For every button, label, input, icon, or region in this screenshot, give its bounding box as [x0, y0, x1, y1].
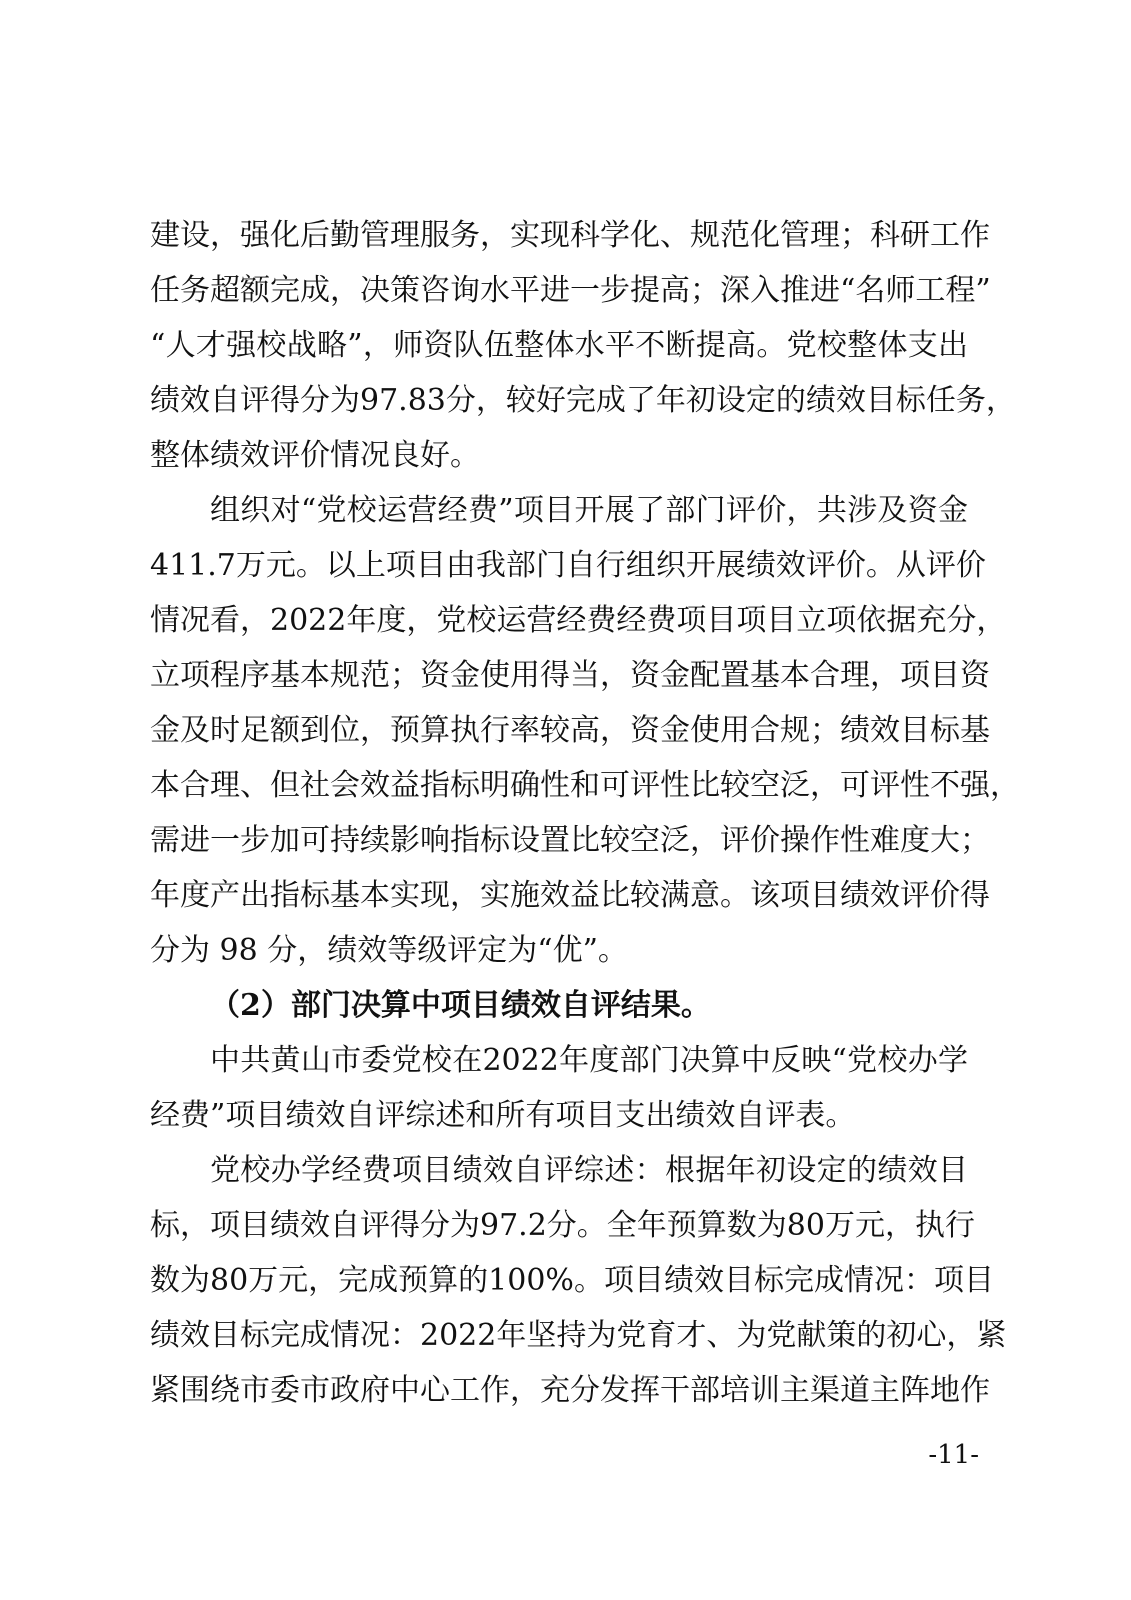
paragraph-line: 绩效自评得分为97.83分，较好完成了年初设定的绩效目标任务，: [150, 383, 1016, 418]
paragraph-line: 数为80万元，完成预算的100%。项目绩效目标完成情况：项目: [150, 1263, 994, 1298]
paragraph-line: 任务超额完成，决策咨询水平进一步提高；深入推进“名师工程”: [150, 273, 991, 308]
paragraph-line: 中共黄山市委党校在2022年度部门决算中反映“党校办学: [210, 1043, 968, 1078]
section-heading: （2）部门决算中项目绩效自评结果。: [210, 988, 711, 1023]
paragraph-line: 整体绩效评价情况良好。: [150, 438, 480, 473]
paragraph-line: 建设，强化后勤管理服务，实现科学化、规范化管理；科研工作: [150, 218, 990, 253]
body-text: [150, 208, 1020, 1418]
paragraph-line: 需进一步加可持续影响指标设置比较空泛，评价操作性难度大；: [150, 823, 990, 858]
paragraph-line: 情况看，2022年度，党校运营经费经费项目项目立项依据充分，: [150, 603, 1007, 638]
paragraph-line: 本合理、但社会效益指标明确性和可评性比较空泛，可评性不强，: [150, 768, 1020, 803]
paragraph-line: 组织对“党校运营经费”项目开展了部门评价，共涉及资金: [210, 493, 968, 528]
paragraph-line: 标，项目绩效自评得分为97.2分。全年预算数为80万元，执行: [150, 1208, 975, 1243]
paragraph-line: 党校办学经费项目绩效自评综述：根据年初设定的绩效目: [210, 1153, 968, 1188]
paragraph-line: 分为 98 分，绩效等级评定为“优”。: [150, 933, 628, 968]
paragraph-line: 411.7万元。以上项目由我部门自行组织开展绩效评价。从评价: [150, 548, 986, 583]
page-number: -11-: [928, 1440, 979, 1470]
paragraph-line: 绩效目标完成情况：2022年坚持为党育才、为党献策的初心，紧: [150, 1318, 1007, 1353]
paragraph-line: “人才强校战略”，师资队伍整体水平不断提高。党校整体支出: [150, 328, 968, 363]
paragraph-line: 金及时足额到位，预算执行率较高，资金使用合规；绩效目标基: [150, 713, 990, 748]
paragraph-line: 紧围绕市委市政府中心工作，充分发挥干部培训主渠道主阵地作: [150, 1373, 990, 1408]
paragraph-line: 经费”项目绩效自评综述和所有项目支出绩效自评表。: [150, 1098, 856, 1133]
paragraph-line: 年度产出指标基本实现，实施效益比较满意。该项目绩效评价得: [150, 878, 990, 913]
paragraph-line: 立项程序基本规范；资金使用得当，资金配置基本合理，项目资: [150, 658, 990, 693]
